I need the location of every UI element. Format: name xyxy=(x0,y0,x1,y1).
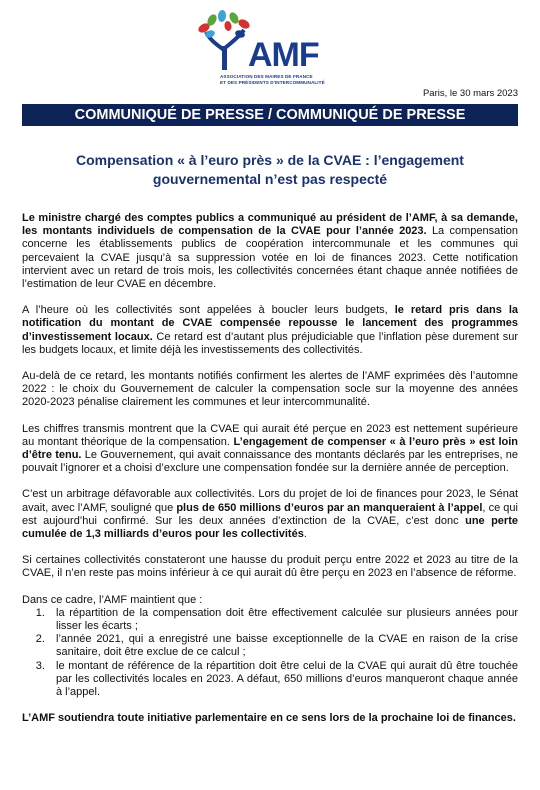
title-line2: gouvernemental n’est pas respecté xyxy=(152,171,388,187)
closing-statement: L’AMF soutiendra toute initiative parlementaire en ce sens lors de la prochaine loi de finances. xyxy=(22,712,516,725)
logo-org-line2: ET DES PRÉSIDENTS D'INTERCOMMUNALITÉ xyxy=(220,80,325,85)
closing-paragraph xyxy=(22,712,518,725)
paragraph-4 xyxy=(22,423,518,476)
logo-org-name xyxy=(220,74,350,86)
paragraph-3: Au-delà de ce retard, les montants notifiés confirment les alertes de l’AMF exprimées dès l’automne 2022 : le choix du Gouvernement de calculer la compensation socle sur la moyenne des années 2020-2023 pénalise clairement les communes et leur intercommunalité. xyxy=(22,370,518,409)
paragraph-6: Si certaines collectivités constateront une hausse du produit perçu entre 2022 et 2023 au titre de la CVAE, il n’en reste pas moins inférieur à ce qui aurait dû être perçu en 2023 en l’absence de réforme. xyxy=(22,554,518,580)
paragraph-5-text-c: . xyxy=(303,528,307,541)
paragraph-2-text-a: A l’heure où les collectivités sont appelées à boucler leurs budgets, xyxy=(22,304,395,317)
demands-list xyxy=(48,607,518,699)
list-item: 1. la répartition de la compensation doit être effectivement calculée sur plusieurs années pour lisser les écarts ; xyxy=(48,607,518,633)
paragraph-1 xyxy=(22,212,518,291)
paragraph-5-text-a: C’est un arbitrage défavorable aux collectivités. Lors du projet de loi de finances pour 2023, le Sénat avait, avec l’AMF, souligné que xyxy=(22,488,518,514)
paragraph-5-emphasis-2: une perte cumulée de 1,3 milliards d’euros pour les collectivités xyxy=(22,514,518,541)
paragraph-4-emphasis: L’engagement de compenser « à l’euro près » est loin d’être tenu. xyxy=(22,435,519,462)
paragraph-7: Dans ce cadre, l’AMF maintient que : xyxy=(22,593,203,606)
paragraph-2-emphasis: le retard pris dans la notification du montant de CVAE compensée repousse le lancement des programmes d’investissement locaux. xyxy=(22,304,518,343)
paragraph-2 xyxy=(22,304,518,357)
press-date: Paris, le 30 mars 2023 xyxy=(422,88,518,99)
paragraph-5-emphasis-1: plus de 650 millions d’euros par an manqueraient à l’appel xyxy=(176,501,483,514)
amf-logo xyxy=(196,10,346,90)
title-line1: Compensation « à l’euro près » de la CVAE : l’engagement xyxy=(76,152,464,168)
tree-hands-icon xyxy=(196,10,256,74)
press-release-banner: COMMUNIQUÉ DE PRESSE / COMMUNIQUÉ DE PRESSE xyxy=(22,104,518,126)
list-item: 2. l’année 2021, qui a enregistré une baisse exceptionnelle de la CVAE en raison de la crise sanitaire, doit être exclue de ce calcul ; xyxy=(48,633,518,659)
paragraph-4-text-b: Le Gouvernement, qui avait connaissance des montants déclarés par les entreprises, ne pouvait l’ignorer et a choisi d’exclure une compensation fondée sur la dernière année de perception. xyxy=(22,449,518,475)
paragraph-1-lead: Le ministre chargé des comptes publics a communiqué au président de l’AMF, à sa demande, les montants individuels de compensation de la CVAE pour l’année 2023. xyxy=(22,212,518,238)
paragraph-5 xyxy=(22,488,518,541)
page-title xyxy=(22,151,518,189)
press-body xyxy=(22,212,518,739)
logo-wordmark: AMF xyxy=(248,36,319,74)
paragraph-5-text-b: , ce qui est aujourd’hui confirmé. Sur les deux années d’extinction de la CVAE, c’est donc xyxy=(22,501,518,527)
paragraph-4-text-a: Les chiffres transmis montrent que la CVAE qui aurait été perçue en 2023 est nettement supérieure au montant théorique de la compensation. xyxy=(22,422,518,448)
paragraph-1-text: La compensation concerne les établissements publics de coopération intercommunale et les communes qui percevaient la CVAE jusqu’à sa suppression votée en loi de finances 2023. Cette notification intervient avec un retard de trois mois, les collectivités concernées étant chaque année notifiées de l’estimation de leur CVAE en décembre. xyxy=(22,225,518,291)
list-item: 3. le montant de référence de la répartition doit être celui de la CVAE qui aurait dû être touchée par les collectivités locales en 2023. A défaut, 650 millions d’euros manqueront chaque année à l’appel. xyxy=(48,660,518,700)
paragraph-2-text-b: Ce retard est d’autant plus préjudiciable que l’inflation pèse durement sur les budgets locaux, et limite déjà les investissements des collectivités. xyxy=(22,330,519,356)
logo-org-line1: ASSOCIATION DES MAIRES DE FRANCE xyxy=(220,74,313,79)
